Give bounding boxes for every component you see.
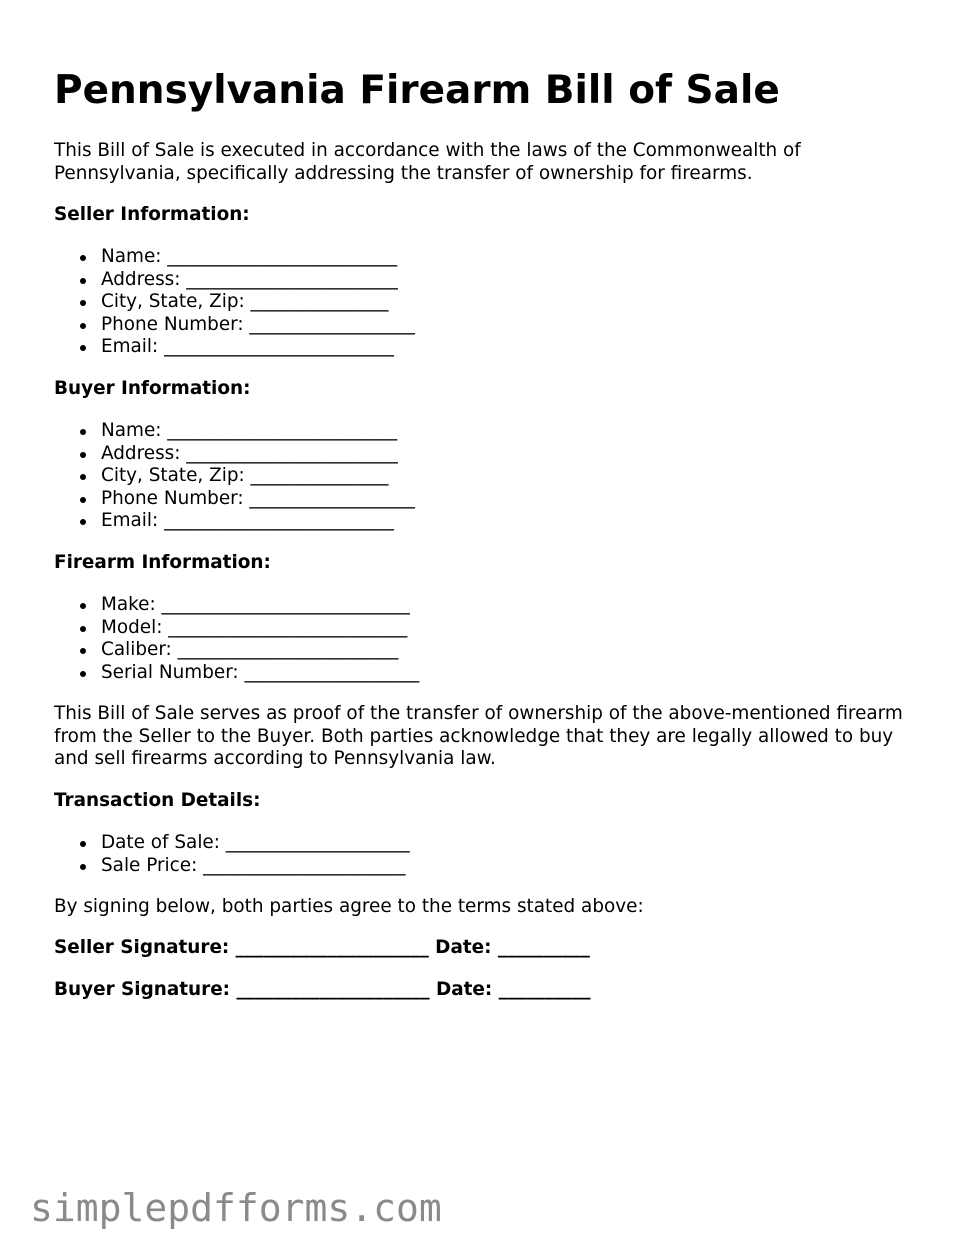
list-item	[54, 488, 415, 511]
buyer-fields-list	[54, 420, 415, 533]
list-item	[54, 420, 415, 443]
bullet-icon	[80, 452, 86, 458]
bullet-icon	[80, 864, 86, 870]
date-of-sale-field: Date of Sale: ____________________	[101, 832, 410, 853]
page-title: Pennsylvania Firearm Bill of Sale	[54, 68, 780, 113]
seller-address-field: Address: _______________________	[101, 268, 398, 290]
firearm-fields-list	[54, 594, 419, 684]
list-item	[54, 855, 410, 878]
agreement-text: By signing below, both parties agree to the terms stated above:	[54, 896, 644, 917]
firearm-model-field: Model: __________________________	[101, 616, 408, 638]
list-item	[54, 465, 415, 488]
watermark: simplepdfforms.com	[30, 1186, 442, 1230]
bullet-icon	[80, 300, 86, 306]
seller-name-field: Name: _________________________	[101, 246, 398, 267]
list-item	[54, 510, 415, 533]
list-item	[54, 246, 415, 269]
list-item	[54, 314, 415, 337]
sale-price-field: Sale Price: ______________________	[101, 854, 406, 876]
list-item	[54, 336, 415, 359]
proof-paragraph: This Bill of Sale serves as proof of the transfer of ownership of the above-mentioned firearm from the Seller to the Buyer. Both parties acknowledge that they are legally allowed to buy and sell firearms according to Pennsylvania law.	[54, 703, 903, 770]
bullet-icon	[80, 671, 86, 677]
bullet-icon	[80, 648, 86, 654]
buyer-phone-field: Phone Number: __________________	[101, 487, 415, 509]
firearm-heading: Firearm Information:	[54, 552, 271, 573]
seller-signature-line: Seller Signature: _____________________ Date: __________	[54, 937, 590, 958]
firearm-serial-field: Serial Number: ___________________	[101, 661, 420, 683]
list-item	[54, 594, 419, 617]
buyer-heading: Buyer Information:	[54, 378, 251, 399]
bullet-icon	[80, 519, 86, 525]
bullet-icon	[80, 603, 86, 609]
list-item	[54, 617, 419, 640]
seller-heading: Seller Information:	[54, 204, 250, 225]
bullet-icon	[80, 278, 86, 284]
firearm-make-field: Make: ___________________________	[101, 594, 410, 615]
firearm-caliber-field: Caliber: ________________________	[101, 639, 399, 661]
list-item	[54, 662, 419, 685]
bullet-icon	[80, 323, 86, 329]
list-item	[54, 443, 415, 466]
buyer-address-field: Address: _______________________	[101, 442, 398, 464]
seller-city-field: City, State, Zip: _______________	[101, 291, 389, 313]
seller-email-field: Email: _________________________	[101, 336, 394, 358]
list-item	[54, 832, 410, 855]
bullet-icon	[80, 255, 86, 261]
bullet-icon	[80, 474, 86, 480]
buyer-signature-line: Buyer Signature: _____________________ Date: __________	[54, 979, 591, 1000]
bullet-icon	[80, 429, 86, 435]
bullet-icon	[80, 626, 86, 632]
buyer-email-field: Email: _________________________	[101, 510, 394, 532]
list-item	[54, 291, 415, 314]
buyer-name-field: Name: _________________________	[101, 420, 398, 441]
bullet-icon	[80, 345, 86, 351]
bullet-icon	[80, 841, 86, 847]
list-item	[54, 639, 419, 662]
list-item	[54, 269, 415, 292]
transaction-fields-list	[54, 832, 410, 877]
intro-paragraph: This Bill of Sale is executed in accordance with the laws of the Commonwealth of Pennsylvania, specifically addressing the transfer of ownership for firearms.	[54, 140, 801, 184]
bullet-icon	[80, 497, 86, 503]
seller-phone-field: Phone Number: __________________	[101, 313, 415, 335]
seller-fields-list	[54, 246, 415, 359]
buyer-city-field: City, State, Zip: _______________	[101, 465, 389, 487]
transaction-heading: Transaction Details:	[54, 790, 261, 811]
